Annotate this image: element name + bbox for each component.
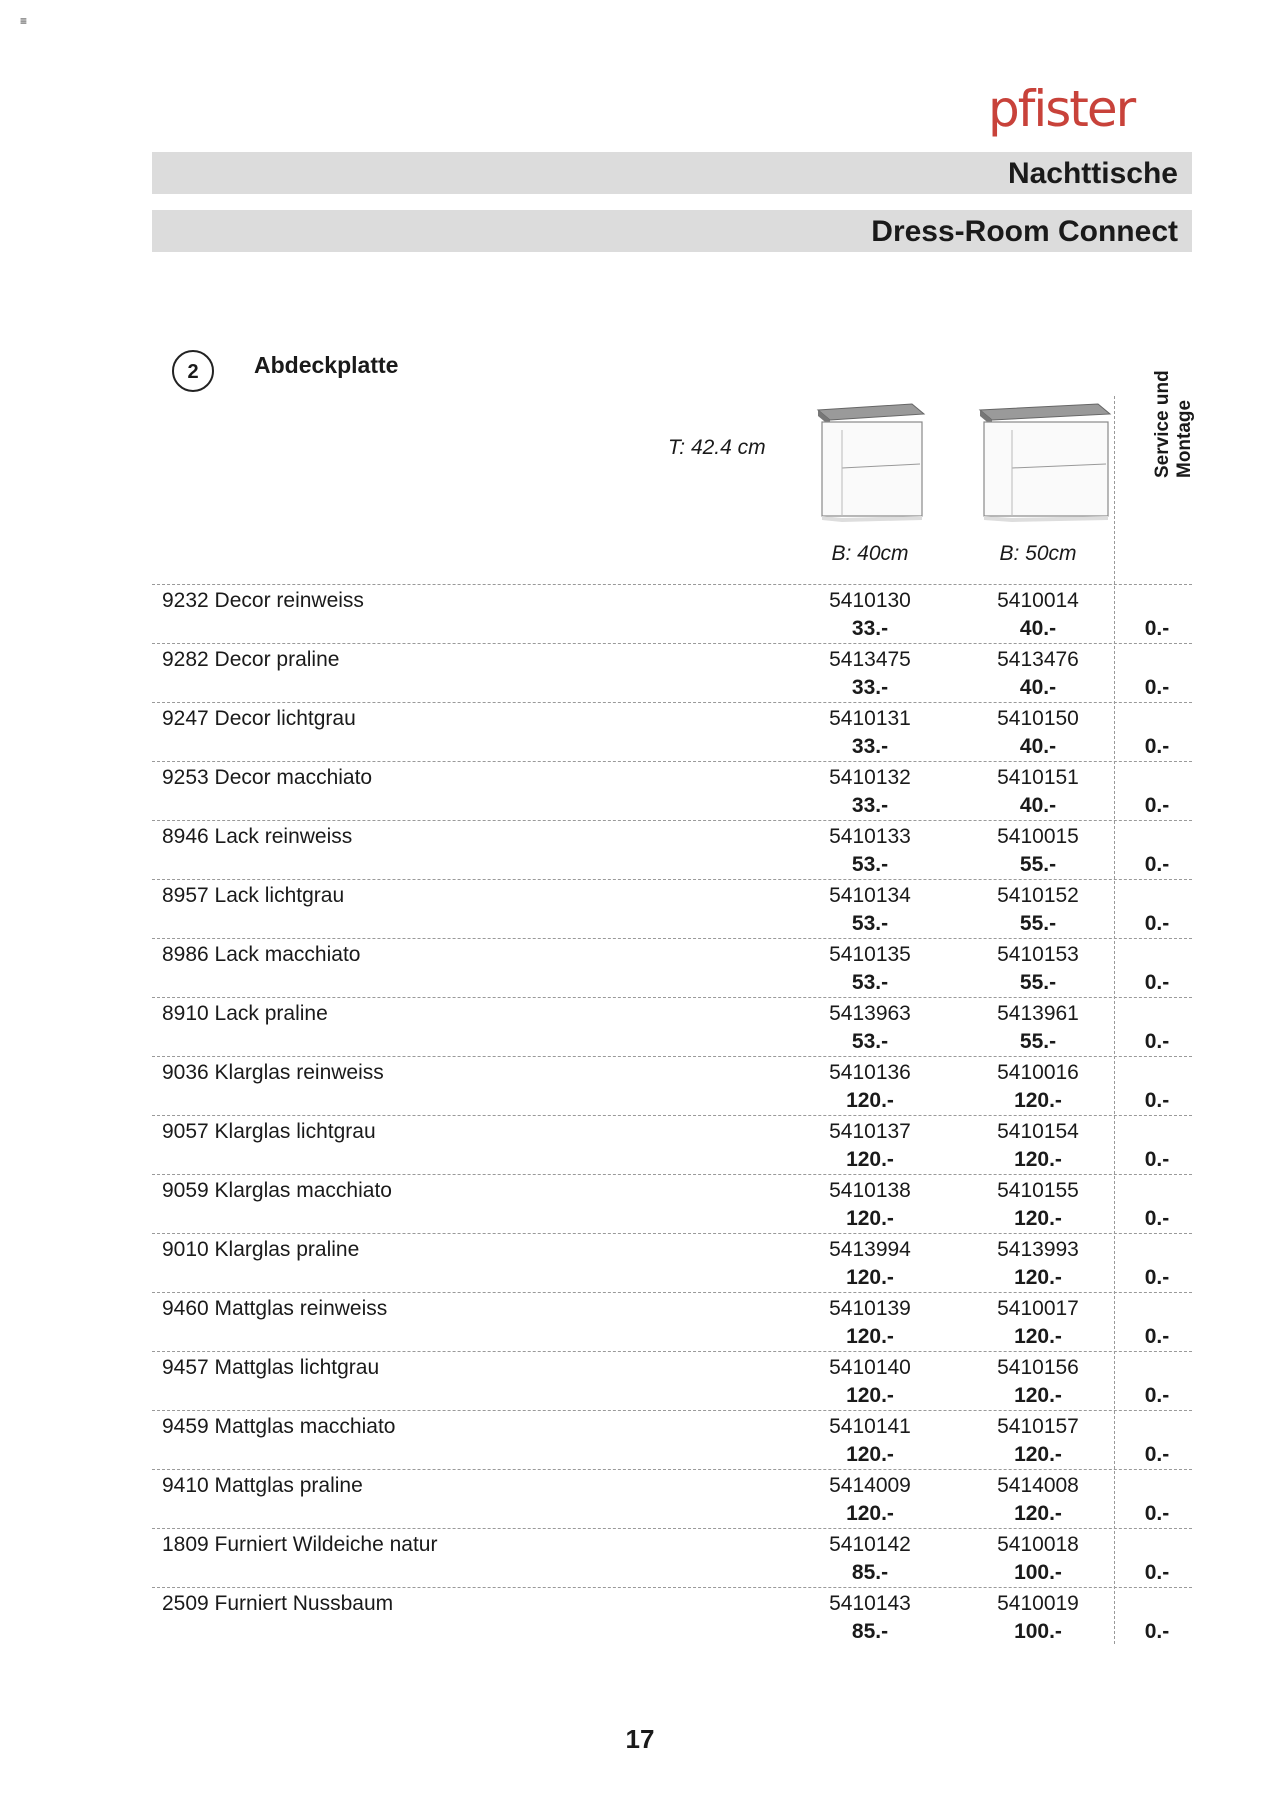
article-number-40: 5414009 — [829, 1474, 911, 1497]
price-50: 40.- — [1019, 735, 1057, 758]
product-name: 9232 Decor reinweiss — [162, 589, 364, 612]
nightstand-50-illustration — [974, 400, 1114, 525]
article-number-50: 5410019 — [997, 1592, 1079, 1615]
article-number-50: 5414008 — [997, 1474, 1079, 1497]
service-price: 0.- — [1144, 1325, 1170, 1348]
table-row — [152, 1470, 1192, 1529]
article-number-40: 5410137 — [829, 1120, 911, 1143]
service-price: 0.- — [1144, 1502, 1170, 1525]
price-40: 33.- — [851, 676, 889, 699]
price-50: 40.- — [1019, 676, 1057, 699]
product-name: 8986 Lack macchiato — [162, 943, 361, 966]
price-50: 120.- — [1014, 1148, 1062, 1171]
table-row — [152, 939, 1192, 998]
table-row — [152, 1588, 1192, 1646]
price-50: 55.- — [1019, 853, 1057, 876]
article-number-50: 5410157 — [997, 1415, 1079, 1438]
service-price: 0.- — [1144, 1443, 1170, 1466]
article-number-40: 5410141 — [829, 1415, 911, 1438]
price-40: 120.- — [846, 1089, 894, 1112]
article-number-50: 5410155 — [997, 1179, 1079, 1202]
article-number-40: 5410139 — [829, 1297, 911, 1320]
section-title: Abdeckplatte — [254, 352, 399, 378]
article-number-40: 5410138 — [829, 1179, 911, 1202]
price-50: 55.- — [1019, 912, 1057, 935]
article-number-40: 5410136 — [829, 1061, 911, 1084]
price-40: 33.- — [851, 735, 889, 758]
article-number-50: 5413476 — [997, 648, 1079, 671]
price-40: 53.- — [851, 912, 889, 935]
price-table — [152, 585, 1192, 1646]
price-50: 100.- — [1014, 1620, 1062, 1643]
article-number-40: 5410133 — [829, 825, 911, 848]
article-number-40: 5410142 — [829, 1533, 911, 1556]
table-row — [152, 998, 1192, 1057]
product-name: 8946 Lack reinweiss — [162, 825, 353, 848]
article-number-40: 5410134 — [829, 884, 911, 907]
table-row — [152, 1116, 1192, 1175]
price-50: 55.- — [1019, 971, 1057, 994]
nightstand-40-illustration — [812, 400, 930, 525]
service-price: 0.- — [1144, 794, 1170, 817]
service-price: 0.- — [1144, 1030, 1170, 1053]
category-title: Nachttische — [152, 152, 1192, 194]
product-name: 9459 Mattglas macchiato — [162, 1415, 396, 1438]
article-number-40: 5410135 — [829, 943, 911, 966]
price-40: 33.- — [851, 617, 889, 640]
price-40: 53.- — [851, 1030, 889, 1053]
article-number-40: 5413994 — [829, 1238, 911, 1261]
price-50: 120.- — [1014, 1384, 1062, 1407]
table-row — [152, 703, 1192, 762]
article-number-50: 5410151 — [997, 766, 1079, 789]
article-number-50: 5410150 — [997, 707, 1079, 730]
table-row — [152, 1293, 1192, 1352]
product-name: 9036 Klarglas reinweiss — [162, 1061, 384, 1084]
product-name: 9410 Mattglas praline — [162, 1474, 363, 1497]
article-number-40: 5410143 — [829, 1592, 911, 1615]
product-name: 9460 Mattglas reinweiss — [162, 1297, 388, 1320]
article-number-40: 5410132 — [829, 766, 911, 789]
product-name: 1809 Furniert Wildeiche natur — [162, 1533, 438, 1556]
article-number-40: 5413475 — [829, 648, 911, 671]
price-40: 85.- — [851, 1620, 889, 1643]
price-50: 120.- — [1014, 1443, 1062, 1466]
price-50: 100.- — [1014, 1561, 1062, 1584]
brand-logo: pfister — [988, 80, 1135, 138]
price-40: 120.- — [846, 1148, 894, 1171]
table-row — [152, 1234, 1192, 1293]
article-number-40: 5410130 — [829, 589, 911, 612]
price-40: 120.- — [846, 1266, 894, 1289]
service-price: 0.- — [1144, 912, 1170, 935]
price-50: 120.- — [1014, 1502, 1062, 1525]
table-row — [152, 1352, 1192, 1411]
article-number-50: 5410154 — [997, 1120, 1079, 1143]
service-price: 0.- — [1144, 1266, 1170, 1289]
article-number-40: 5410140 — [829, 1356, 911, 1379]
service-price: 0.- — [1144, 735, 1170, 758]
table-row — [152, 880, 1192, 939]
article-number-40: 5413963 — [829, 1002, 911, 1025]
price-40: 120.- — [846, 1384, 894, 1407]
product-name: 9010 Klarglas praline — [162, 1238, 360, 1261]
article-number-50: 5410016 — [997, 1061, 1079, 1084]
page-number: 17 — [625, 1724, 655, 1754]
table-row — [152, 1175, 1192, 1234]
product-name: 9247 Decor lichtgrau — [162, 707, 356, 730]
table-row — [152, 585, 1192, 644]
price-40: 120.- — [846, 1207, 894, 1230]
price-40: 85.- — [851, 1561, 889, 1584]
service-price: 0.- — [1144, 676, 1170, 699]
price-40: 53.- — [851, 853, 889, 876]
price-50: 120.- — [1014, 1089, 1062, 1112]
article-number-50: 5413993 — [997, 1238, 1079, 1261]
collection-title: Dress-Room Connect — [152, 210, 1192, 252]
service-price: 0.- — [1144, 1207, 1170, 1230]
article-number-50: 5410015 — [997, 825, 1079, 848]
price-40: 120.- — [846, 1502, 894, 1525]
product-name: 9253 Decor macchiato — [162, 766, 373, 789]
product-name: 9282 Decor praline — [162, 648, 340, 671]
price-50: 40.- — [1019, 617, 1057, 640]
product-name: 8910 Lack praline — [162, 1002, 328, 1025]
service-price: 0.- — [1144, 617, 1170, 640]
menu-icon[interactable]: ≡ — [20, 14, 28, 28]
table-row — [152, 1411, 1192, 1470]
service-price: 0.- — [1144, 1148, 1170, 1171]
article-number-50: 5410156 — [997, 1356, 1079, 1379]
product-name: 8957 Lack lichtgrau — [162, 884, 345, 907]
depth-label: T: 42.4 cm — [668, 436, 766, 459]
width-50-header: B: 50cm — [999, 542, 1077, 565]
article-number-40: 5410131 — [829, 707, 911, 730]
price-40: 33.- — [851, 794, 889, 817]
service-price: 0.- — [1144, 853, 1170, 876]
price-50: 55.- — [1019, 1030, 1057, 1053]
article-number-50: 5410018 — [997, 1533, 1079, 1556]
service-price: 0.- — [1144, 971, 1170, 994]
service-price: 0.- — [1144, 1089, 1170, 1112]
price-40: 120.- — [846, 1325, 894, 1348]
price-50: 120.- — [1014, 1266, 1062, 1289]
product-name: 9059 Klarglas macchiato — [162, 1179, 392, 1202]
product-name: 9057 Klarglas lichtgrau — [162, 1120, 376, 1143]
price-40: 53.- — [851, 971, 889, 994]
article-number-50: 5410017 — [997, 1297, 1079, 1320]
price-50: 40.- — [1019, 794, 1057, 817]
width-40-header: B: 40cm — [831, 542, 909, 565]
price-50: 120.- — [1014, 1207, 1062, 1230]
table-row — [152, 1057, 1192, 1116]
product-name: 9457 Mattglas lichtgrau — [162, 1356, 380, 1379]
table-row — [152, 1529, 1192, 1588]
service-header: Service und Montage — [1152, 370, 1195, 478]
section-number-badge: 2 — [172, 350, 214, 392]
price-40: 120.- — [846, 1443, 894, 1466]
price-50: 120.- — [1014, 1325, 1062, 1348]
table-row — [152, 821, 1192, 880]
product-name: 2509 Furniert Nussbaum — [162, 1592, 394, 1615]
service-price: 0.- — [1144, 1384, 1170, 1407]
article-number-50: 5413961 — [997, 1002, 1079, 1025]
table-row — [152, 644, 1192, 703]
service-price: 0.- — [1144, 1561, 1170, 1584]
service-price: 0.- — [1144, 1620, 1170, 1643]
article-number-50: 5410153 — [997, 943, 1079, 966]
article-number-50: 5410152 — [997, 884, 1079, 907]
article-number-50: 5410014 — [997, 589, 1079, 612]
table-row — [152, 762, 1192, 821]
